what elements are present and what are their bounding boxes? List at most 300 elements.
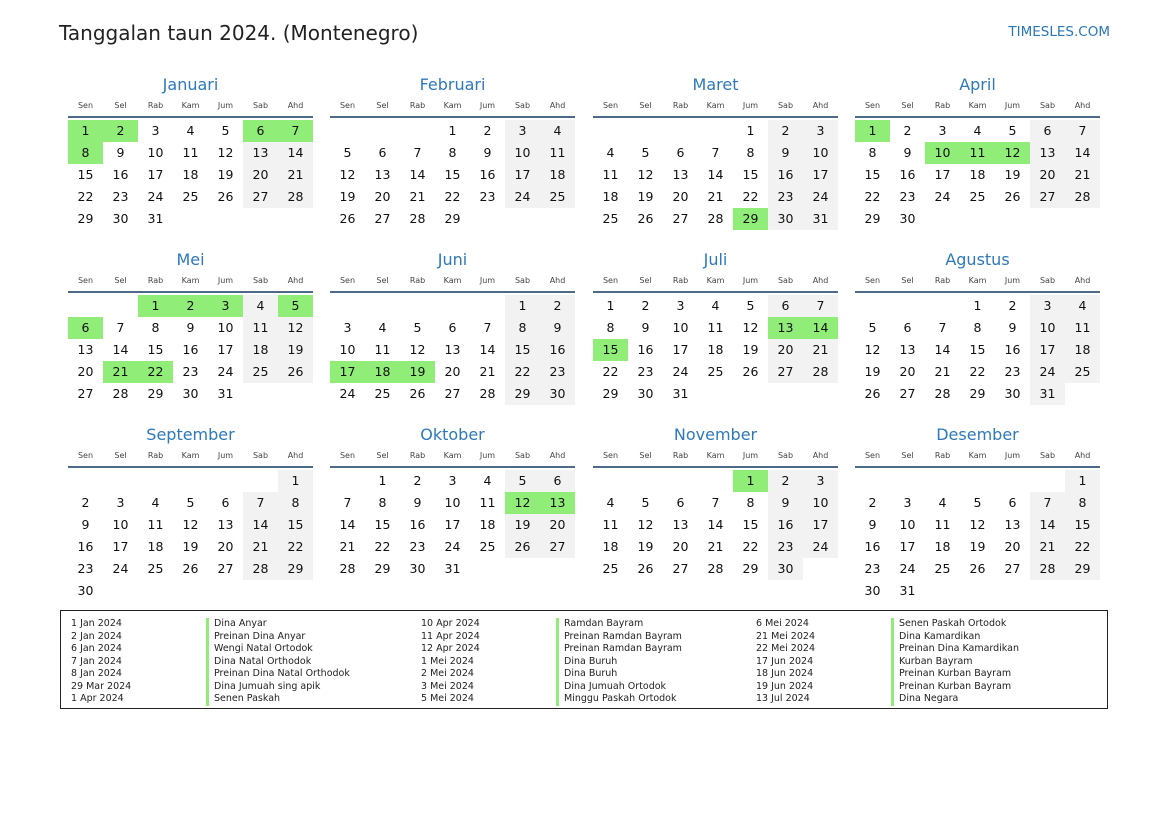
day-cell: 6: [1030, 120, 1065, 142]
day-cell: 7: [343, 495, 352, 510]
day-cell: 31: [444, 561, 461, 576]
day-cell: 28: [243, 558, 278, 580]
weekday-label: Sab: [777, 101, 794, 110]
day-cell: 25: [540, 186, 575, 208]
month-november: [593, 423, 838, 580]
day-cell: 24: [217, 364, 234, 379]
day-cell: 18: [1065, 339, 1100, 361]
holiday-date: 12 Apr 2024: [421, 643, 480, 654]
weekday-label: Sab: [252, 276, 269, 285]
holiday-date: 10 Apr 2024: [421, 618, 480, 629]
day-cell: 13: [217, 517, 234, 532]
day-cell-holiday: 12: [505, 492, 540, 514]
day-cell: 23: [768, 186, 803, 208]
day-cell: 19: [217, 167, 234, 182]
day-cell: 24: [112, 561, 129, 576]
day-cell: 23: [637, 364, 654, 379]
holiday-name: Dina Buruh: [556, 656, 682, 669]
weekday-label: Sel: [114, 276, 127, 285]
weekday-label: Kam: [181, 101, 200, 110]
empty-cell: [330, 295, 365, 317]
day-cell: 27: [1030, 186, 1065, 208]
empty-cell: [243, 470, 278, 492]
day-cell: 18: [969, 167, 986, 182]
day-cell: 6: [378, 145, 387, 160]
day-cell: 16: [182, 342, 199, 357]
day-cell: 20: [77, 364, 94, 379]
day-grid: [330, 470, 575, 580]
weekday-label: Sen: [864, 101, 881, 110]
day-cell: 24: [339, 386, 356, 401]
day-cell: 12: [864, 342, 881, 357]
month-title: November: [673, 425, 758, 444]
month-januari: [68, 73, 313, 230]
day-cell: 6: [221, 495, 230, 510]
day-cell: 15: [969, 342, 986, 357]
day-cell: 21: [479, 364, 496, 379]
empty-cell: [855, 470, 890, 492]
day-cell: 8: [448, 145, 457, 160]
day-cell: 30: [768, 558, 803, 580]
holiday-name: Wengi Natal Ortodok: [206, 643, 350, 656]
weekday-label: Rab: [409, 101, 426, 110]
day-cell: 12: [339, 167, 356, 182]
day-cell: 28: [339, 561, 356, 576]
empty-cell: [470, 295, 505, 317]
month-title: Mei: [176, 250, 205, 269]
empty-cell: [995, 470, 1030, 492]
site-link[interactable]: TIMESLES.COM: [1008, 24, 1110, 40]
day-cell: 17: [147, 167, 164, 182]
day-cell: 3: [151, 123, 160, 138]
weekday-label: Jum: [217, 276, 234, 285]
day-cell: 12: [409, 342, 426, 357]
day-cell: 11: [602, 167, 619, 182]
day-cell: 14: [707, 167, 724, 182]
weekday-label: Rab: [147, 451, 164, 460]
day-cell: 29: [742, 561, 759, 576]
holiday-names-column: [206, 618, 350, 706]
day-cell: 7: [413, 145, 422, 160]
day-cell: 10: [444, 495, 461, 510]
day-cell: 28: [409, 211, 426, 226]
day-cell: 26: [505, 536, 540, 558]
day-cell: 18: [243, 339, 278, 361]
holiday-date: 21 Mei 2024: [756, 630, 815, 642]
day-cell: 10: [899, 517, 916, 532]
weekday-label: Jum: [217, 451, 234, 460]
day-cell: 22: [742, 539, 759, 554]
day-grid: [68, 470, 313, 602]
day-cell: 28: [707, 561, 724, 576]
day-cell: 10: [672, 320, 689, 335]
day-cell: 29: [602, 386, 619, 401]
day-cell: 3: [343, 320, 352, 335]
day-cell: 1: [278, 470, 313, 492]
day-cell: 7: [483, 320, 492, 335]
day-cell: 31: [803, 208, 838, 230]
empty-cell: [890, 295, 925, 317]
day-cell-holiday: 2: [173, 295, 208, 317]
day-cell: 8: [378, 495, 387, 510]
day-cell: 25: [1065, 361, 1100, 383]
weekday-label: Sen: [602, 276, 619, 285]
day-cell-holiday: 18: [365, 361, 400, 383]
empty-cell: [365, 295, 400, 317]
day-cell: 21: [1065, 164, 1100, 186]
holiday-name: Preinan Kurban Bayram: [891, 668, 1019, 681]
day-cell: 12: [637, 517, 654, 532]
day-cell: 20: [444, 364, 461, 379]
day-cell: 17: [444, 517, 461, 532]
day-cell: 25: [147, 561, 164, 576]
day-cell: 19: [339, 189, 356, 204]
month-desember: [855, 423, 1100, 602]
day-cell: 22: [444, 189, 461, 204]
day-cell: 31: [1030, 383, 1065, 405]
day-cell: 8: [746, 145, 755, 160]
day-cell: 7: [711, 495, 720, 510]
weekday-label: Kam: [181, 276, 200, 285]
day-cell: 14: [409, 167, 426, 182]
day-cell: 21: [243, 536, 278, 558]
month-september: [68, 423, 313, 602]
day-cell: 30: [112, 211, 129, 226]
day-cell: 16: [637, 342, 654, 357]
empty-cell: [960, 470, 995, 492]
day-grid: [68, 120, 313, 230]
holiday-date: 3 Mei 2024: [421, 680, 474, 692]
day-cell-holiday: 2: [103, 120, 138, 142]
weekday-label: Ahd: [549, 276, 566, 285]
weekday-label: Rab: [409, 451, 426, 460]
day-cell: 3: [938, 123, 947, 138]
day-cell: 16: [864, 539, 881, 554]
day-cell: 2: [868, 495, 877, 510]
day-cell: 8: [1065, 492, 1100, 514]
day-cell: 12: [278, 317, 313, 339]
holiday-date: 6 Mei 2024: [756, 618, 809, 629]
day-cell-holiday: 13: [540, 492, 575, 514]
day-cell: 28: [707, 211, 724, 226]
weekday-label: Sel: [639, 276, 652, 285]
empty-cell: [173, 470, 208, 492]
day-cell: 13: [1030, 142, 1065, 164]
empty-cell: [138, 470, 173, 492]
day-cell: 17: [803, 514, 838, 536]
holiday-name: Preinan Dina Natal Orthodok: [206, 668, 350, 681]
day-cell: 27: [540, 536, 575, 558]
day-cell: 13: [374, 167, 391, 182]
day-cell: 4: [540, 120, 575, 142]
day-cell: 19: [637, 539, 654, 554]
day-cell: 1: [448, 123, 457, 138]
day-cell: 30: [1004, 386, 1021, 401]
day-cell: 17: [217, 342, 234, 357]
day-cell: 26: [637, 561, 654, 576]
day-cell-holiday: 17: [330, 361, 365, 383]
day-cell: 7: [803, 295, 838, 317]
day-cell-holiday: 6: [243, 120, 278, 142]
day-cell: 19: [1004, 167, 1021, 182]
month-april: [855, 73, 1100, 230]
day-cell: 17: [505, 164, 540, 186]
weekday-label: Sen: [77, 276, 94, 285]
day-cell: 15: [77, 167, 94, 182]
weekday-label: Rab: [409, 276, 426, 285]
day-cell: 10: [1030, 317, 1065, 339]
day-cell: 22: [864, 189, 881, 204]
holiday-date: 22 Mei 2024: [756, 643, 815, 654]
day-cell: 30: [409, 561, 426, 576]
day-cell: 22: [77, 189, 94, 204]
day-cell-holiday: 12: [995, 142, 1030, 164]
day-cell: 16: [899, 167, 916, 182]
day-cell: 24: [899, 561, 916, 576]
weekday-label: Sel: [901, 101, 914, 110]
day-cell: 29: [1065, 558, 1100, 580]
weekday-label: Rab: [672, 276, 689, 285]
day-cell: 10: [803, 492, 838, 514]
day-cell: 31: [899, 583, 916, 598]
day-cell: 14: [243, 514, 278, 536]
holiday-date: 6 Jan 2024: [71, 643, 122, 654]
day-cell: 22: [602, 364, 619, 379]
day-cell: 5: [1008, 123, 1017, 138]
weekday-label: Sen: [602, 101, 619, 110]
empty-cell: [663, 120, 698, 142]
weekday-label: Kam: [706, 276, 725, 285]
day-cell: 22: [969, 364, 986, 379]
day-cell: 4: [378, 320, 387, 335]
day-cell: 6: [903, 320, 912, 335]
weekday-label: Sen: [864, 276, 881, 285]
day-cell-holiday: 29: [733, 208, 768, 230]
weekday-label: Jum: [1004, 451, 1021, 460]
day-cell: 20: [899, 364, 916, 379]
day-cell: 7: [116, 320, 125, 335]
holiday-name: Dina Negara: [891, 693, 1019, 706]
month-title: Januari: [162, 75, 219, 94]
day-cell: 21: [339, 539, 356, 554]
day-cell-holiday: 15: [593, 339, 628, 361]
empty-cell: [330, 120, 365, 142]
day-cell: 24: [934, 189, 951, 204]
day-cell: 6: [1008, 495, 1017, 510]
day-cell: 2: [768, 470, 803, 492]
day-cell: 26: [742, 364, 759, 379]
day-cell: 29: [505, 383, 540, 405]
day-cell: 27: [672, 211, 689, 226]
holiday-date: 8 Jan 2024: [71, 668, 122, 679]
day-cell: 16: [1004, 342, 1021, 357]
day-cell: 24: [672, 364, 689, 379]
empty-cell: [593, 120, 628, 142]
weekday-label: Sen: [77, 451, 94, 460]
day-cell: 13: [444, 342, 461, 357]
day-cell: 23: [182, 364, 199, 379]
day-cell: 15: [505, 339, 540, 361]
day-grid: [855, 470, 1100, 602]
weekday-label: Rab: [934, 451, 951, 460]
weekday-label: Ahd: [812, 101, 829, 110]
day-cell: 16: [479, 167, 496, 182]
day-cell: 10: [803, 142, 838, 164]
day-cell: 10: [112, 517, 129, 532]
day-cell-holiday: 6: [68, 317, 103, 339]
weekday-label: Sab: [777, 451, 794, 460]
empty-cell: [330, 470, 365, 492]
day-cell: 20: [672, 189, 689, 204]
day-cell: 17: [803, 164, 838, 186]
day-cell-holiday: 1: [138, 295, 173, 317]
day-cell: 28: [112, 386, 129, 401]
day-cell: 2: [413, 473, 422, 488]
day-cell: 12: [742, 320, 759, 335]
day-cell-holiday: 19: [400, 361, 435, 383]
day-cell: 28: [479, 386, 496, 401]
weekday-label: Kam: [968, 101, 987, 110]
weekday-header: [330, 449, 575, 468]
day-cell: 3: [903, 495, 912, 510]
day-cell: 12: [182, 517, 199, 532]
day-cell: 28: [1065, 186, 1100, 208]
day-cell: 20: [1030, 164, 1065, 186]
day-cell: 4: [1065, 295, 1100, 317]
day-cell: 29: [77, 211, 94, 226]
holiday-date: 2 Jan 2024: [71, 630, 122, 642]
day-cell: 11: [707, 320, 724, 335]
day-cell: 30: [182, 386, 199, 401]
day-cell: 7: [1065, 120, 1100, 142]
day-cell: 30: [77, 583, 94, 598]
day-cell: 26: [1004, 189, 1021, 204]
month-title: Agustus: [945, 250, 1010, 269]
day-cell: 1: [973, 298, 982, 313]
day-cell: 26: [339, 211, 356, 226]
day-cell: 25: [182, 189, 199, 204]
day-cell: 26: [864, 386, 881, 401]
day-cell: 9: [540, 317, 575, 339]
holiday-names-column: [556, 618, 682, 706]
day-cell: 21: [707, 189, 724, 204]
day-cell: 29: [444, 211, 461, 226]
day-cell: 17: [1030, 339, 1065, 361]
day-cell: 11: [479, 495, 496, 510]
day-cell: 30: [899, 211, 916, 226]
weekday-label: Sel: [376, 451, 389, 460]
day-cell: 27: [672, 561, 689, 576]
weekday-label: Rab: [147, 276, 164, 285]
day-cell: 6: [540, 470, 575, 492]
day-cell: 29: [147, 386, 164, 401]
day-cell: 30: [864, 583, 881, 598]
day-cell: 22: [742, 189, 759, 204]
day-cell: 7: [243, 492, 278, 514]
day-cell: 11: [1065, 317, 1100, 339]
day-cell: 1: [1065, 470, 1100, 492]
day-cell: 2: [768, 120, 803, 142]
empty-cell: [855, 295, 890, 317]
month-title: Oktober: [420, 425, 485, 444]
day-grid: [855, 120, 1100, 230]
day-cell: 17: [934, 167, 951, 182]
weekday-label: Sen: [77, 101, 94, 110]
day-cell: 18: [934, 539, 951, 554]
weekday-header: [855, 449, 1100, 468]
day-cell: 2: [540, 295, 575, 317]
weekday-label: Ahd: [1074, 101, 1091, 110]
day-cell: 2: [483, 123, 492, 138]
day-cell: 20: [1004, 539, 1021, 554]
day-cell: 21: [278, 164, 313, 186]
day-cell: 24: [147, 189, 164, 204]
empty-cell: [400, 295, 435, 317]
weekday-label: Sab: [252, 101, 269, 110]
weekday-label: Ahd: [549, 101, 566, 110]
day-cell: 14: [112, 342, 129, 357]
day-cell: 16: [77, 539, 94, 554]
day-cell: 23: [479, 189, 496, 204]
holiday-date: 7 Jan 2024: [71, 655, 122, 667]
weekday-label: Rab: [934, 276, 951, 285]
weekday-header: [330, 274, 575, 293]
day-cell: 20: [768, 339, 803, 361]
day-cell: 25: [479, 539, 496, 554]
day-cell: 23: [1004, 364, 1021, 379]
empty-cell: [925, 295, 960, 317]
empty-cell: [890, 470, 925, 492]
day-cell: 30: [637, 386, 654, 401]
day-grid: [330, 120, 575, 230]
empty-cell: [400, 120, 435, 142]
weekday-label: Sab: [252, 451, 269, 460]
day-cell: 2: [1008, 298, 1017, 313]
weekday-label: Jum: [742, 451, 759, 460]
weekday-header: [68, 274, 313, 293]
day-cell: 4: [711, 298, 720, 313]
weekday-label: Ahd: [1074, 451, 1091, 460]
weekday-label: Sen: [339, 101, 356, 110]
day-cell-holiday: 7: [278, 120, 313, 142]
day-cell: 8: [606, 320, 615, 335]
day-cell: 18: [707, 342, 724, 357]
weekday-header: [330, 99, 575, 118]
day-cell: 9: [768, 492, 803, 514]
day-cell: 23: [899, 189, 916, 204]
day-cell: 15: [374, 517, 391, 532]
day-cell: 4: [606, 145, 615, 160]
empty-cell: [1030, 470, 1065, 492]
weekday-label: Rab: [934, 101, 951, 110]
day-cell: 8: [151, 320, 160, 335]
day-cell: 23: [409, 539, 426, 554]
month-juni: [330, 248, 575, 405]
day-cell: 31: [147, 211, 164, 226]
weekday-label: Jum: [217, 101, 234, 110]
day-cell-holiday: 10: [925, 142, 960, 164]
holiday-name: Dina Jumuah Ortodok: [556, 681, 682, 694]
empty-cell: [593, 470, 628, 492]
page-title: Tanggalan taun 2024. (Montenegro): [59, 21, 419, 45]
day-cell: 11: [934, 517, 951, 532]
day-cell: 14: [339, 517, 356, 532]
day-cell: 6: [676, 495, 685, 510]
day-cell: 12: [969, 517, 986, 532]
day-cell: 19: [278, 339, 313, 361]
weekday-label: Jum: [479, 451, 496, 460]
month-juli: [593, 248, 838, 405]
